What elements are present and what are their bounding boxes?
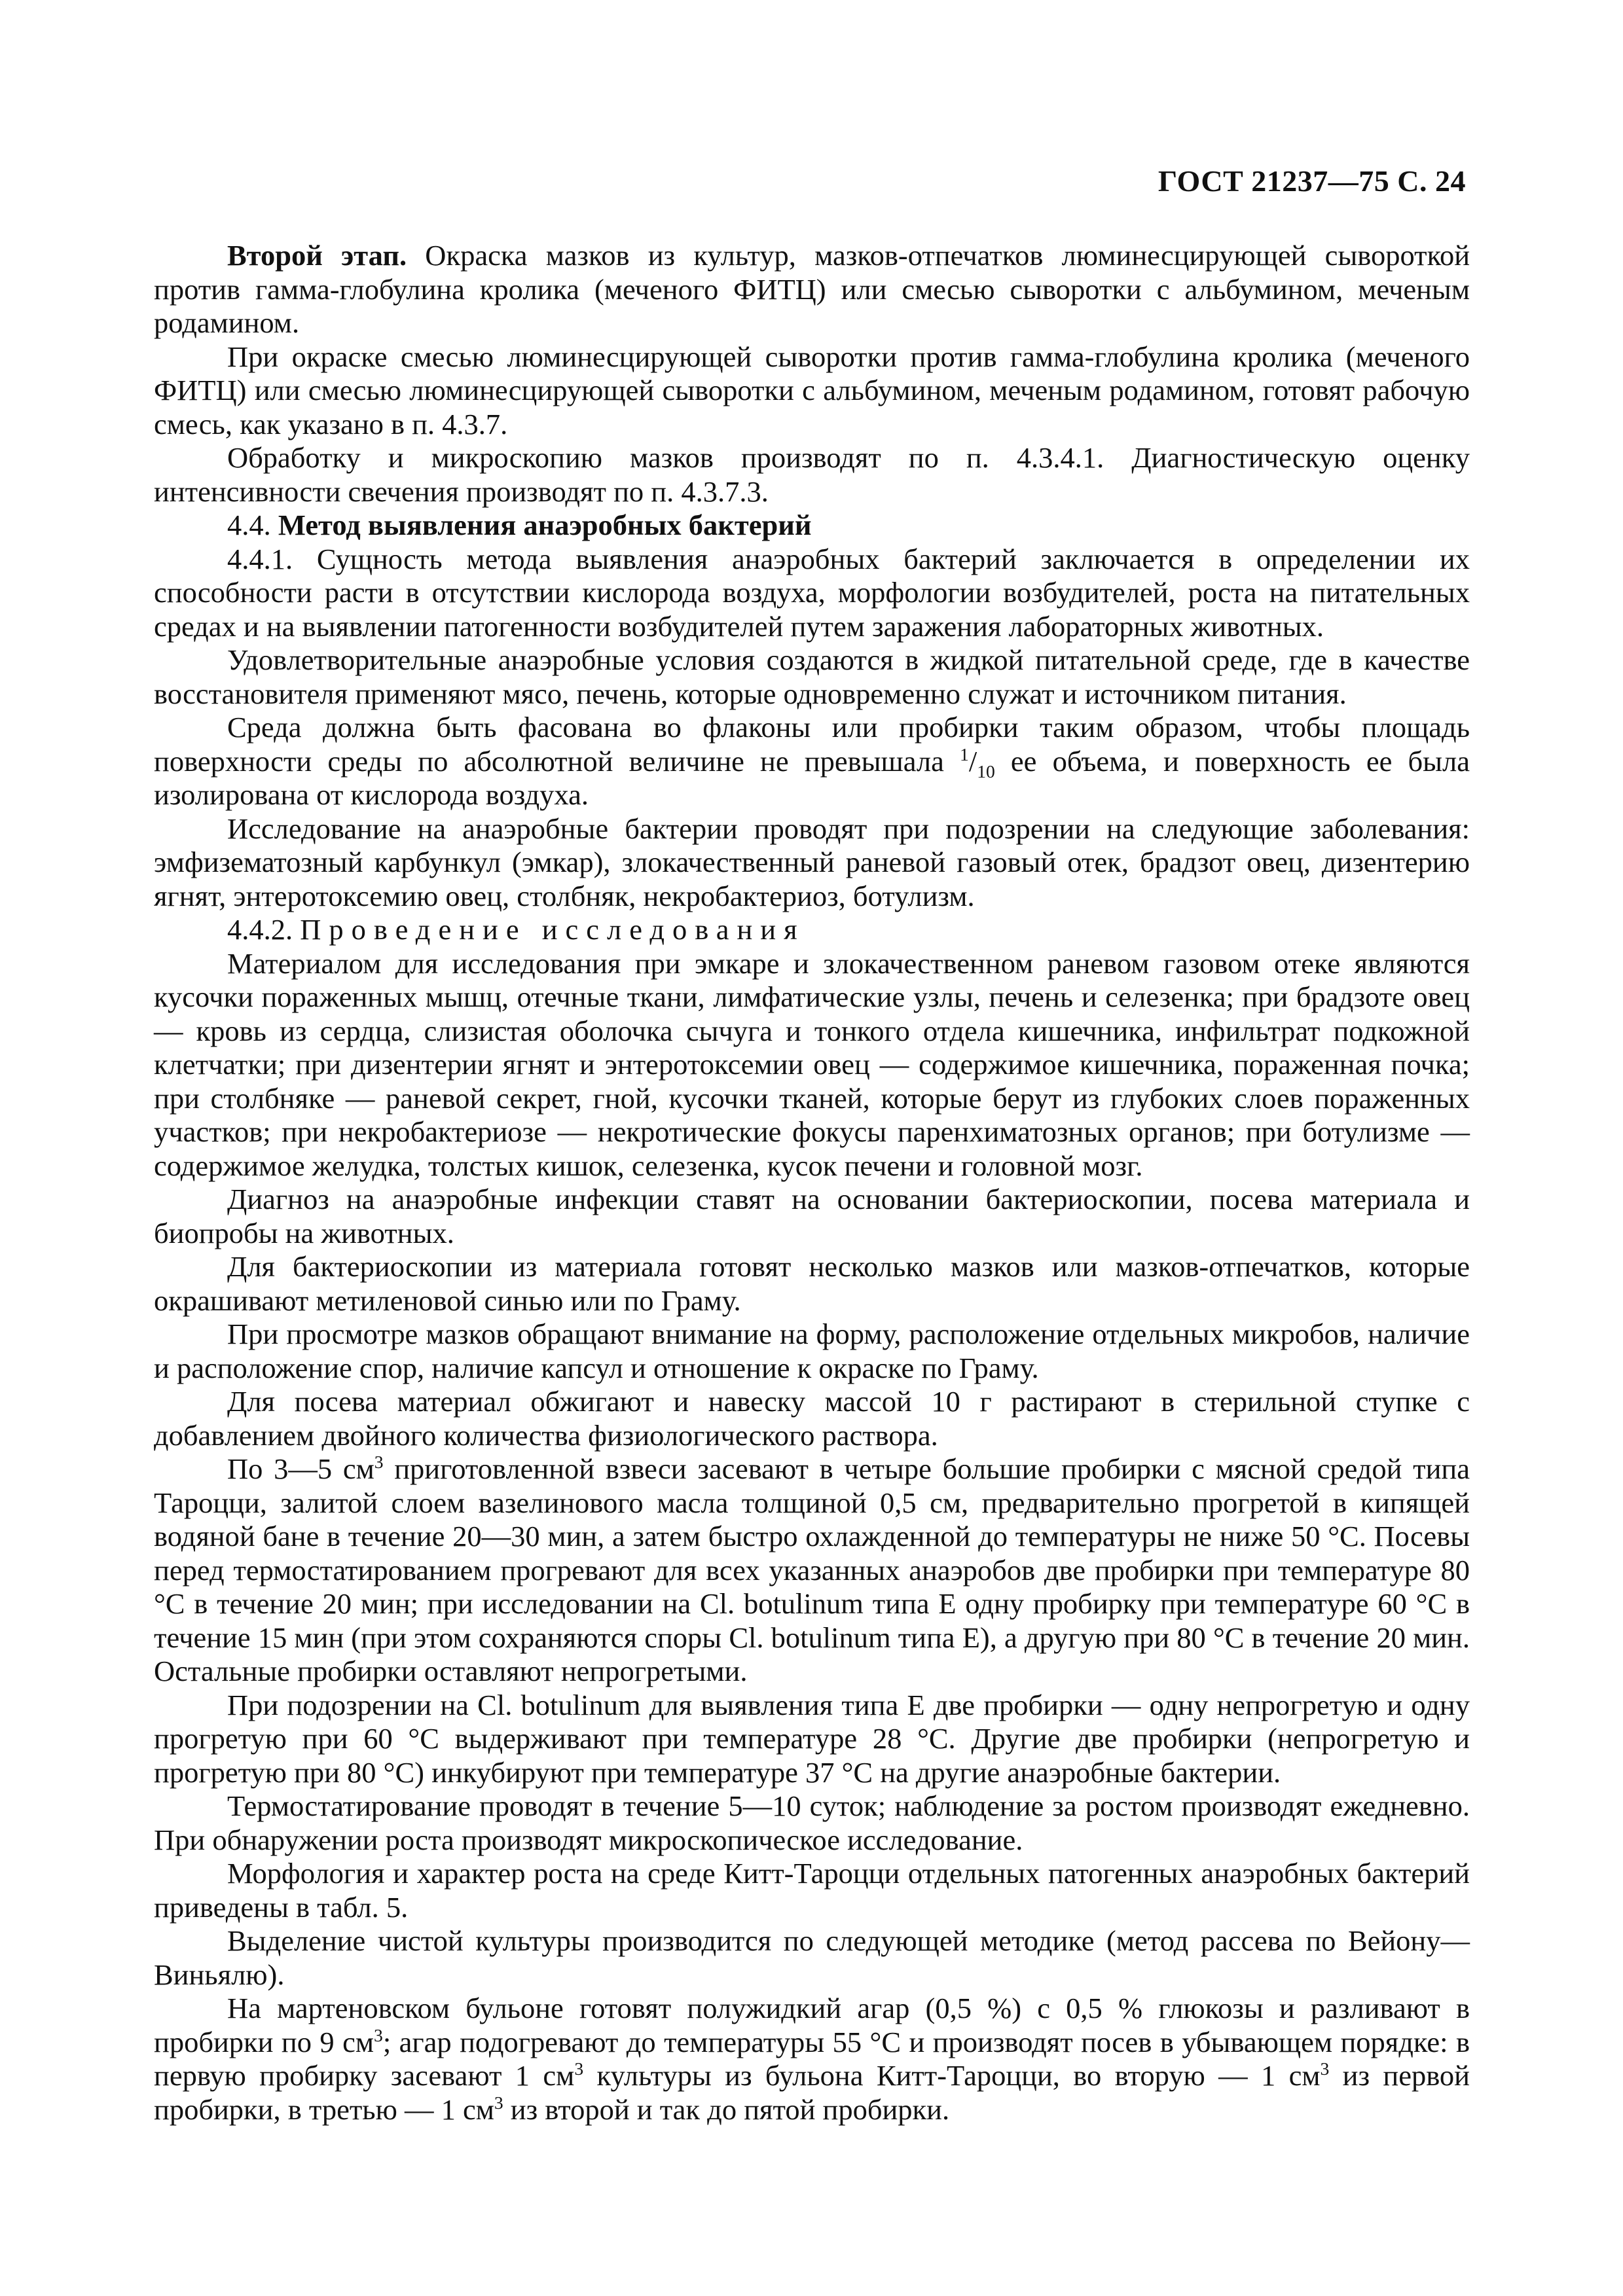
section-heading: 4.4. Метод выявления анаэробных бактерий <box>227 509 812 541</box>
paragraph: Материалом для исследования при эмкаре и злокачественном раневом газовом отеке являются кусочки пораженных мышц, отечные ткани, лимфатические узлы, печень и селезенка; при брадзоте овец — кровь из сердца, слизистая оболочка сычуга и тонкого отдела кишечника, инфильтрат подкожной клетчатки; при дизентерии ягнят и энтеротоксемии овец — содержимое кишечника, пораженная почка; при столбняке — раневой секрет, гной, кусочки тканей, которые берут из глубоких слоев пораженных участков; при некробактериозе — некротические фокусы паренхиматозных органов; при ботулизме — содержимое желудка, толстых кишок, селезенка, кусок печени и головной мозг. <box>154 946 1470 1182</box>
paragraph: При окраске смесью люминесцирующей сыворотки против гамма-глобулина кролика (меченого ФИТЦ) или смесью люминесцирующей сыворотки с альбумином, меченым родамином, готовят рабочую смесь, как указано в п. 4.3.7. <box>154 340 1470 440</box>
stage-heading: Второй этап. <box>227 239 407 272</box>
paragraph: Второй этап. Окраска мазков из культур, мазков-отпечатков люминесцирующей сывороткой против гамма-глобулина кролика (меченого ФИТЦ) или смесью сыворотки с альбумином, меченым родамином. <box>154 239 1470 339</box>
document-body <box>154 239 1470 2126</box>
subsection-heading: 4.4.2. Проведение исследования <box>227 913 805 946</box>
paragraph: 4.4.1. Сущность метода выявления анаэробных бактерий заключается в определении их способности расти в отсутствии кислорода воздуха, морфологии возбудителей, роста на питательных средах и на выявлении патогенности возбудителей путем заражения лабораторных животных. <box>154 542 1470 643</box>
paragraph: Среда должна быть фасована во флаконы или пробирки таким образом, чтобы площадь поверхности среды по абсолютной величине не превышала $^1/_{10}$ ее объема, и поверхность ее была изолирована от кислорода воздуха. <box>154 711 1470 811</box>
paragraph: Морфология и характер роста на среде Китт-Тароцци отдельных патогенных анаэробных бактерий приведены в табл. 5. <box>154 1857 1470 1924</box>
paragraph: При просмотре мазков обращают внимание на форму, расположение отдельных микробов, наличие и расположение спор, наличие капсул и отношение к окраске по Граму. <box>154 1318 1470 1384</box>
paragraph: Обработку и микроскопию мазков производят по п. 4.3.4.1. Диагностическую оценку интенсивности свечения производят по п. 4.3.7.3. <box>154 441 1470 508</box>
paragraph: Исследование на анаэробные бактерии проводят при подозрении на следующие заболевания: эмфизематозный карбункул (эмкар), злокачественный раневой газовый отек, брадзот овец, дизентерию ягнят, энтеротоксемию овец, столбняк, некробактериоз, ботулизм. <box>154 812 1470 912</box>
paragraph: Удовлетворительные анаэробные условия создаются в жидкой питательной среде, где в качестве восстановителя применяют мясо, печень, которые одновременно служат и источником питания. <box>154 643 1470 710</box>
paragraph: Выделение чистой культуры производится по следующей методике (метод рассева по Вейону—Виньялю). <box>154 1924 1470 1991</box>
paragraph: Для посева материал обжигают и навеску массой 10 г растирают в стерильной ступке с добавлением двойного количества физиологического раствора. <box>154 1385 1470 1452</box>
paragraph: Диагноз на анаэробные инфекции ставят на основании бактериоскопии, посева материала и биопробы на животных. <box>154 1183 1470 1249</box>
paragraph: Термостатирование проводят в течение 5—10 суток; наблюдение за ростом производят ежедневно. При обнаружении роста производят микроскопическое исследование. <box>154 1789 1470 1856</box>
paragraph: При подозрении на Cl. botulinum для выявления типа Е две пробирки — одну непрогретую и одну прогретую при 60 °С выдерживают при температуре 28 °С. Другие две пробирки (непрогретую и прогретую при 80 °С) инкубируют при температуре 37 °С на другие анаэробные бактерии. <box>154 1688 1470 1789</box>
paragraph: Для бактериоскопии из материала готовят несколько мазков или мазков-отпечатков, которые окрашивают метиленовой синью или по Граму. <box>154 1250 1470 1317</box>
paragraph: На мартеновском бульоне готовят полужидкий агар (0,5 %) с 0,5 % глюкозы и разливают в пробирки по 9 $см^3$; агар подогревают до температуры 55 °С и производят посев в убывающем порядке: в первую пробирку засевают 1 $см^3$ культуры из бульона Китт-Тароцци, во вторую — 1 $см^3$ из первой пробирки, в третью — 1 $см^3$ из второй и так до пятой пробирки. <box>154 1992 1470 2126</box>
paragraph: По 3—5 $см^3$ приготовленной взвеси засевают в четыре большие пробирки с мясной средой типа Тароцци, залитой слоем вазелинового масла толщиной 0,5 см, предварительно прогретой в кипящей водяной бане в течение 20—30 мин, а затем быстро охлажденной до температуры не ниже 50 °С. Посевы перед термостатированием прогревают для всех указанных анаэробов две пробирки при температуре 80 °С в течение 20 мин; при исследовании на Cl. botulinum типа Е одну пробирку при температуре 60 °С в течение 15 мин (при этом сохраняются споры Cl. botulinum типа Е), а другую при 80 °С в течение 20 мин. Остальные пробирки оставляют непрогретыми. <box>154 1452 1470 1687</box>
page-header: ГОСТ 21237—75 С. 24 <box>1158 164 1466 198</box>
